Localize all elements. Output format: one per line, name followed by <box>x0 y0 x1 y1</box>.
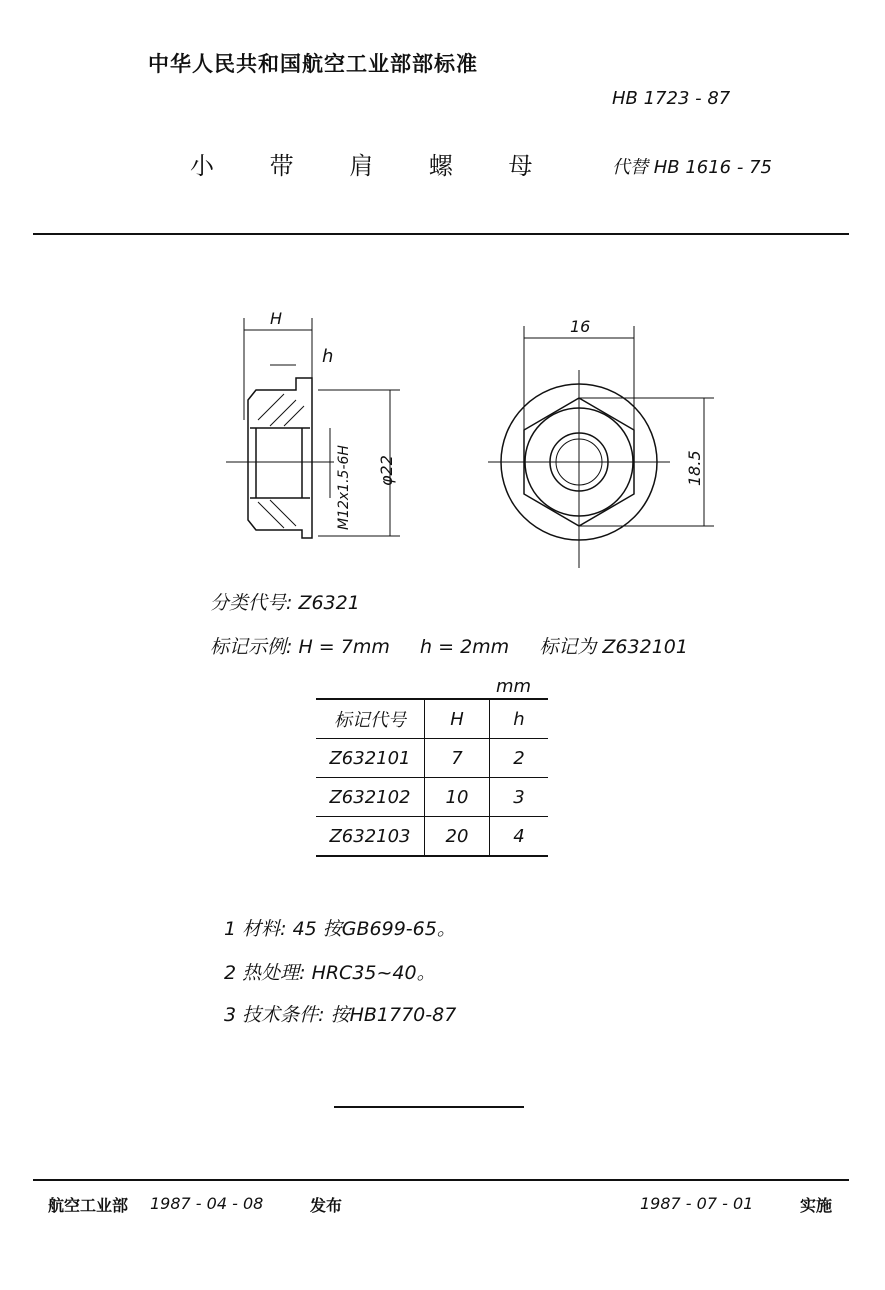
label-width: 16 <box>570 317 591 336</box>
header-H: H <box>425 699 490 739</box>
table-row <box>316 739 548 778</box>
cell-code: Z632101 <box>316 739 425 778</box>
table-unit: mm <box>496 676 532 697</box>
note-heat-treatment: 2 热处理: HRC35~40。 <box>224 962 436 984</box>
note-material: 1 材料: 45 按GB699-65。 <box>224 918 456 940</box>
header-divider <box>33 233 849 235</box>
footer-implementation-date: 1987 - 07 - 01 <box>640 1194 754 1213</box>
table-header-row <box>316 699 548 739</box>
side-view <box>226 318 400 538</box>
organization-title: 中华人民共和国航空工业部部标准 <box>148 52 478 76</box>
cell-H: 10 <box>425 778 490 817</box>
end-rule <box>334 1106 524 1108</box>
cell-code: Z632102 <box>316 778 425 817</box>
footer-issuer: 航空工业部 <box>48 1196 129 1215</box>
label-thread: M12x1.5-6H <box>336 445 352 530</box>
table-row <box>316 778 548 817</box>
cell-h: 3 <box>490 778 549 817</box>
technical-drawing <box>0 290 885 580</box>
label-H: H <box>270 309 283 328</box>
footer-issue-date: 1987 - 04 - 08 <box>150 1194 264 1213</box>
document-title: 小 带 肩 螺 母 <box>190 152 557 180</box>
label-across-flats: 18.5 <box>685 450 704 486</box>
footer-divider <box>33 1179 849 1181</box>
header-mark-code: 标记代号 <box>316 699 425 739</box>
label-h: h <box>322 346 334 367</box>
marking-example: 标记示例: H = 7mm h = 2mm 标记为 Z632101 <box>210 636 688 658</box>
header-h: h <box>490 699 549 739</box>
cell-h: 4 <box>490 817 549 857</box>
note-technical-conditions: 3 技术条件: 按HB1770-87 <box>224 1004 457 1026</box>
front-view <box>488 326 714 568</box>
table-row <box>316 817 548 857</box>
footer-implementation-word: 实施 <box>800 1196 833 1215</box>
cell-H: 7 <box>425 739 490 778</box>
classification-code: 分类代号: Z6321 <box>210 592 360 614</box>
replaces-standard: 代替 HB 1616 - 75 <box>612 157 772 178</box>
cell-H: 20 <box>425 817 490 857</box>
footer-issue-word: 发布 <box>310 1196 343 1215</box>
standard-code: HB 1723 - 87 <box>612 88 731 109</box>
label-diameter: φ22 <box>377 455 396 486</box>
cell-h: 2 <box>490 739 549 778</box>
cell-code: Z632103 <box>316 817 425 857</box>
dimension-table <box>316 698 548 857</box>
